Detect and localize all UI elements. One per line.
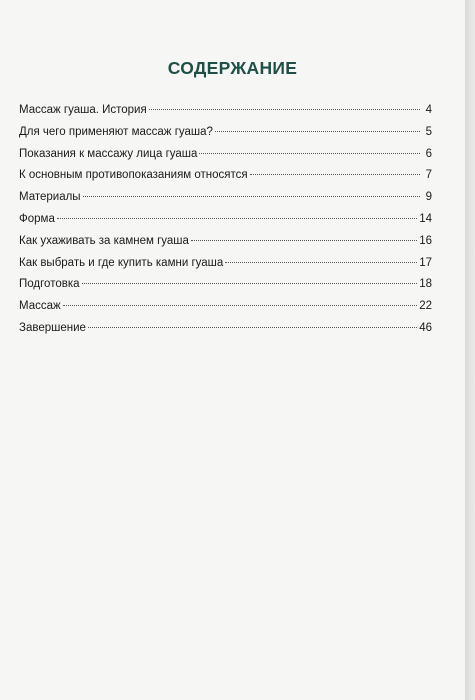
dot-leader xyxy=(83,196,420,197)
toc-entry-page-number: 9 xyxy=(425,191,432,204)
toc-entry-page-number: 16 xyxy=(419,234,432,247)
toc-entry-page-number: 7 xyxy=(425,169,432,182)
dot-leader xyxy=(57,218,417,219)
toc-entry-label: Завершение xyxy=(19,321,86,334)
toc-entry-page-number: 4 xyxy=(425,104,432,116)
toc-entry xyxy=(19,191,432,213)
toc-entry xyxy=(19,278,432,300)
toc-entry-label: К основным противопоказаниям относятся xyxy=(19,169,248,182)
dot-leader xyxy=(250,174,420,175)
toc-entry xyxy=(19,322,432,344)
dot-leader xyxy=(88,327,417,328)
toc-entry-page-number: 6 xyxy=(425,147,432,160)
toc-entry-page-number: 17 xyxy=(419,256,432,269)
toc-entry-label: Материалы xyxy=(19,191,81,204)
dot-leader xyxy=(199,153,420,154)
toc-entry xyxy=(19,126,432,148)
table-of-contents xyxy=(19,104,432,344)
toc-entry-page-number: 18 xyxy=(419,278,432,291)
toc-entry-label: Показания к массажу лица гуаша xyxy=(19,147,198,160)
dot-leader xyxy=(191,240,417,241)
toc-entry xyxy=(19,235,432,257)
toc-entry xyxy=(19,169,432,191)
toc-entry-label: Массаж xyxy=(19,300,61,313)
toc-entry xyxy=(19,257,432,279)
toc-entry-label: Как ухаживать за камнем гуаша xyxy=(19,234,189,247)
toc-entry-label: Как выбрать и где купить камни гуаша xyxy=(19,256,224,269)
toc-entry-page-number: 22 xyxy=(419,300,432,313)
dot-leader xyxy=(149,109,420,110)
dot-leader xyxy=(225,262,417,263)
toc-entry-label: Массаж гуаша. История xyxy=(19,104,147,116)
toc-entry xyxy=(19,300,432,322)
page-edge xyxy=(465,0,475,700)
dot-leader xyxy=(215,131,420,132)
toc-entry xyxy=(19,213,432,235)
toc-entry xyxy=(19,148,432,170)
dot-leader xyxy=(63,305,418,306)
toc-entry-page-number: 46 xyxy=(419,321,432,334)
toc-entry-page-number: 5 xyxy=(425,125,432,138)
toc-entry-label: Для чего применяют массаж гуаша? xyxy=(19,125,213,138)
toc-entry-label: Подготовка xyxy=(19,278,80,291)
page-title: СОДЕРЖАНИЕ xyxy=(167,58,298,78)
toc-entry-label: Форма xyxy=(19,212,55,225)
dot-leader xyxy=(82,283,418,284)
toc-entry-page-number: 14 xyxy=(419,212,432,225)
toc-entry xyxy=(19,104,432,126)
